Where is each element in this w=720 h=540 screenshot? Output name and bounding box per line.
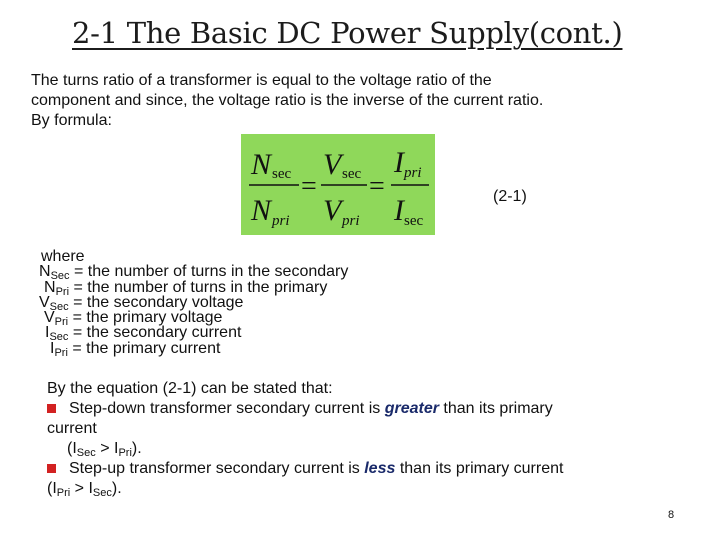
definition-symbol: V	[39, 293, 50, 311]
definition-subscript: Sec	[49, 331, 69, 344]
emphasis-less: less	[364, 460, 396, 477]
definition-subscript: Pri	[54, 346, 68, 359]
bullet-step-down	[47, 399, 687, 419]
bullet-continuation: current	[47, 420, 97, 437]
step-up-relation	[47, 479, 687, 499]
formula-pri-subscript: pri	[342, 213, 360, 229]
relation-subscript: Sec	[76, 447, 96, 459]
definition-symbol: N	[39, 263, 51, 281]
definition-subscript: Sec	[49, 300, 69, 313]
formula-pri-subscript: pri	[404, 165, 422, 181]
bullet-step-up	[47, 459, 687, 479]
conclusion-block	[47, 379, 687, 499]
formula-n-numerator: N	[251, 148, 272, 181]
definition-text: = the secondary voltage	[68, 293, 244, 311]
definition-text: = the secondary current	[68, 324, 242, 342]
definition-symbol: I	[45, 324, 50, 342]
definition-symbol: I	[50, 339, 55, 357]
definition-symbol: V	[44, 309, 55, 327]
slide-title: 2-1 The Basic DC Power Supply(cont.)	[72, 16, 623, 50]
equals-sign: =	[369, 171, 385, 202]
definition-text: = the primary current	[67, 339, 221, 357]
bullet-text: Step-down transformer secondary current is	[69, 400, 385, 417]
formula-n-denominator: N	[251, 194, 272, 227]
definition-row	[39, 309, 348, 329]
definition-symbol: N	[44, 278, 56, 296]
relation-subscript: Sec	[92, 487, 112, 499]
intro-paragraph	[31, 71, 671, 131]
relation-subscript: Pri	[118, 447, 132, 459]
step-down-relation	[47, 439, 687, 459]
definition-text: = the primary voltage	[68, 309, 223, 327]
formula-v-denominator: V	[323, 194, 342, 227]
definition-subscript: Sec	[50, 270, 70, 283]
formula-v-numerator: V	[323, 148, 342, 181]
formula-svg	[241, 134, 435, 235]
definition-row	[39, 293, 348, 313]
relation-text: ).	[111, 480, 122, 497]
turns-ratio-formula	[241, 134, 435, 235]
square-bullet-icon	[47, 404, 56, 413]
variable-definitions	[39, 248, 349, 359]
definition-row	[39, 339, 348, 359]
bullet-text: than its primary current	[395, 460, 564, 477]
equals-sign: =	[301, 171, 317, 202]
definition-row	[39, 263, 349, 283]
relation-text: > I	[95, 440, 119, 457]
intro-line: component and since, the voltage ratio is the inverse of the current ratio.	[31, 92, 544, 109]
formula-sec-subscript: sec	[404, 213, 424, 229]
formula-pri-subscript: pri	[272, 213, 290, 229]
equation-number: (2-1)	[493, 188, 527, 205]
square-bullet-icon	[47, 464, 56, 473]
bullet-text: than its primary	[438, 400, 553, 417]
intro-line: The turns ratio of a transformer is equal to the voltage ratio of the	[31, 72, 492, 89]
relation-text: ).	[131, 440, 142, 457]
emphasis-greater: greater	[384, 400, 439, 417]
conclusion-lead: By the equation (2-1) can be stated that:	[47, 380, 333, 397]
bullet-text: Step-up transformer secondary current is	[69, 460, 365, 477]
definition-row	[39, 324, 348, 344]
definition-text: = the number of turns in the primary	[69, 278, 328, 296]
relation-text: > I	[70, 480, 93, 497]
relation-text: (I	[67, 440, 77, 457]
formula-i-numerator: I	[394, 146, 404, 179]
definition-text: = the number of turns in the secondary	[69, 263, 349, 281]
page-number: 8	[668, 509, 675, 521]
relation-text: (I	[47, 480, 57, 497]
definition-subscript: Pri	[55, 285, 70, 298]
formula-sec-subscript: sec	[342, 166, 362, 182]
definition-subscript: Pri	[54, 316, 69, 329]
relation-subscript: Pri	[56, 487, 71, 499]
definition-row	[39, 278, 348, 298]
intro-line: By formula:	[31, 112, 112, 129]
where-label: where	[41, 248, 85, 265]
formula-i-denominator: I	[394, 194, 404, 227]
formula-sec-subscript: sec	[272, 166, 292, 182]
